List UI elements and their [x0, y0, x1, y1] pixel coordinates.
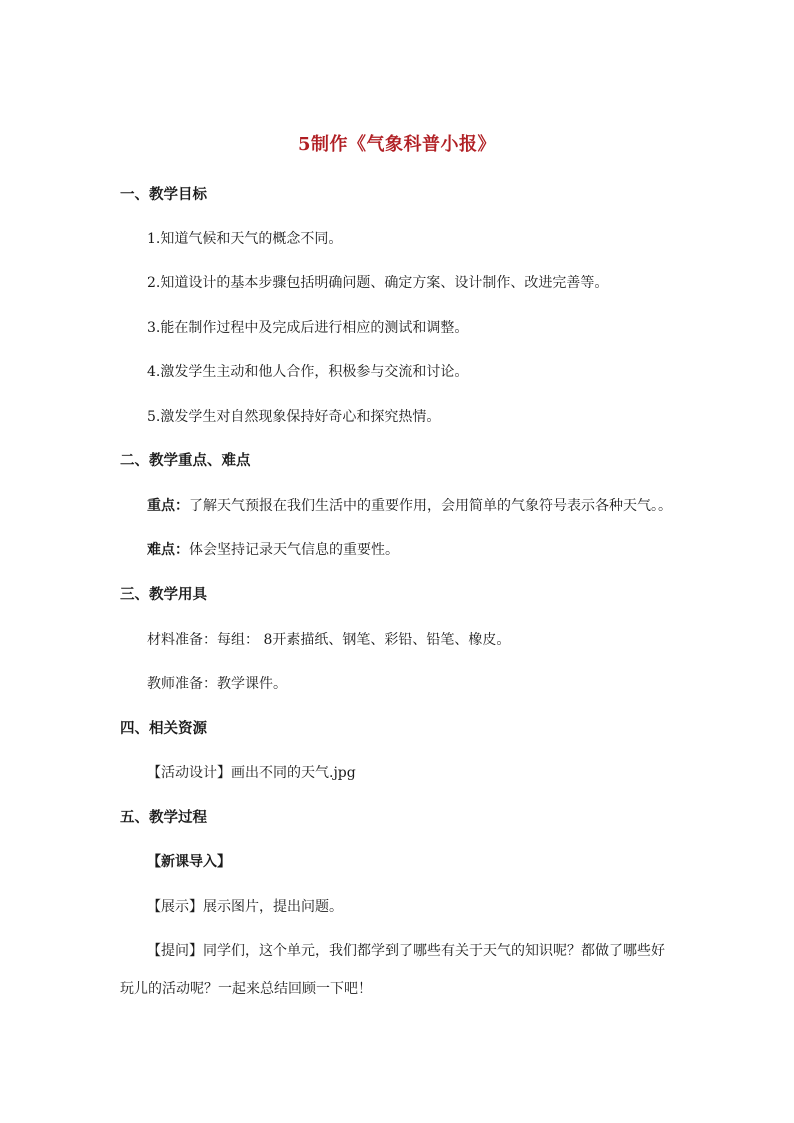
document-title: 5制作《气象科普小报》 — [297, 134, 497, 155]
section-heading-materials: 三、教学用具 — [120, 586, 207, 603]
question-paragraph — [120, 932, 668, 1008]
difficulty-text: 体会坚持记录天气信息的重要性。 — [189, 542, 399, 558]
teacher-prep-line: 教师准备：教学课件。 — [147, 676, 287, 692]
key-point-line — [147, 496, 672, 516]
difficulty-line — [147, 540, 399, 560]
question-text: 同学们，这个单元，我们都学到了哪些有关于天气的知识呢？都做了哪些好玩儿的活动呢？一起来总结回顾一下吧！ — [120, 943, 665, 997]
key-point-text: 了解天气预报在我们生活中的重要作用，会用简单的气象符号表示各种天气。。 — [189, 498, 672, 514]
objective-item: 1.知道气候和天气的概念不同。 — [147, 231, 343, 247]
resource-line — [147, 763, 356, 783]
section-heading-process: 五、教学过程 — [120, 809, 207, 826]
question-label: 【提问】 — [147, 943, 203, 959]
resource-link[interactable]: 画出不同的天气.jpg — [231, 765, 356, 781]
materials-line: 材料准备：每组： 8开素描纸、钢笔、彩铅、铅笔、橡皮。 — [147, 632, 511, 648]
section-heading-resources: 四、相关资源 — [120, 720, 207, 737]
show-label: 【展示】 — [147, 899, 203, 915]
show-text: 展示图片，提出问题。 — [203, 899, 343, 915]
objective-item: 2.知道设计的基本步骤包括明确问题、确定方案、设计制作、改进完善等。 — [147, 275, 609, 291]
section-heading-objectives: 一、教学目标 — [120, 186, 207, 203]
key-point-label: 重点： — [147, 498, 189, 514]
objective-item: 3.能在制作过程中及完成后进行相应的测试和调整。 — [147, 320, 469, 336]
intro-heading: 【新课导入】 — [147, 854, 231, 870]
section-heading-key-points: 二、教学重点、难点 — [120, 452, 251, 469]
show-line — [147, 897, 343, 917]
objective-item: 4.激发学生主动和他人合作，积极参与交流和讨论。 — [147, 364, 469, 380]
objective-item: 5.激发学生对自然现象保持好奇心和探究热情。 — [147, 409, 441, 425]
difficulty-label: 难点： — [147, 542, 189, 558]
resource-label: 【活动设计】 — [147, 765, 231, 781]
